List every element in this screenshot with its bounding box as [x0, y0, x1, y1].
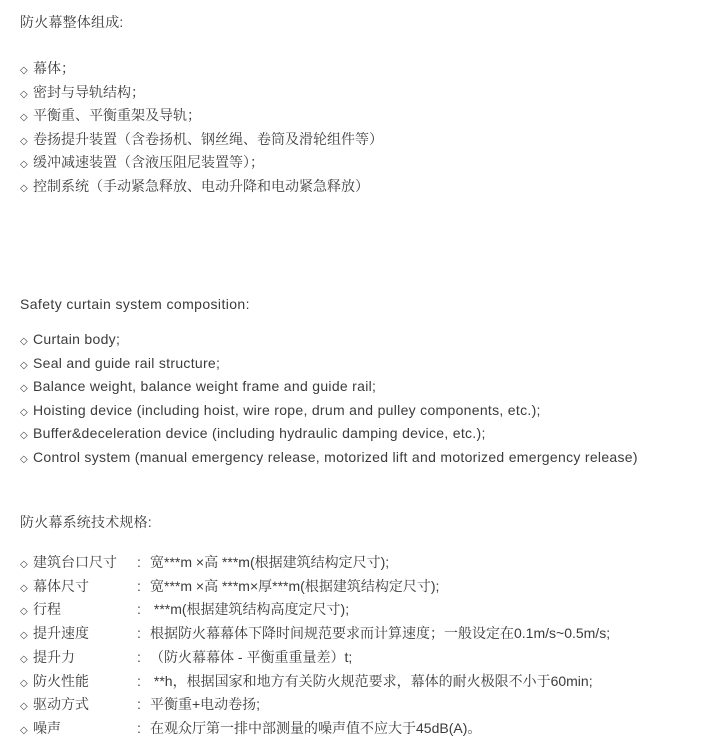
list-item-text: 密封与导轨结构；: [33, 83, 145, 100]
spec-value: （防火幕幕体 - 平衡重重量差）t;: [150, 648, 353, 665]
spec-label: 驱动方式: [33, 696, 89, 713]
spec-colon: :: [137, 719, 141, 736]
list-item-text: Curtain body;: [33, 331, 121, 347]
list-item: [20, 376, 704, 400]
diamond-bullet-icon: ◇: [20, 582, 28, 594]
list-item: [20, 400, 704, 424]
spec-row: [20, 671, 704, 695]
diamond-bullet-icon: ◇: [20, 336, 28, 347]
diamond-bullet-icon: ◇: [20, 112, 28, 123]
spec-value: **h，根据国家和地方有关防火规范要求，幕体的耐火极限不小于60min;: [150, 672, 593, 689]
diamond-bullet-icon: ◇: [20, 406, 28, 418]
spec-value: 宽***m ×高 ***m×厚***m(根据建筑结构定尺寸);: [150, 577, 440, 594]
spec-row: [20, 647, 704, 671]
spec-colon: :: [137, 672, 141, 689]
spec-row: [20, 552, 704, 576]
list-item-text: Control system (manual emergency release, motorized lift and motorized emergency release): [33, 448, 638, 465]
diamond-bullet-icon: ◇: [20, 630, 28, 642]
list-item: [20, 152, 704, 176]
spec-colon: :: [137, 601, 141, 618]
zh-composition-title: 防火幕整体组成:: [20, 14, 124, 30]
spec-row: [20, 599, 704, 623]
diamond-bullet-icon: ◇: [20, 677, 28, 689]
spec-value: 宽***m ×高 ***m(根据建筑结构定尺寸);: [150, 554, 390, 570]
spec-value: 平衡重+电动卷扬;: [150, 696, 261, 713]
list-item: [20, 82, 704, 106]
spec-colon: :: [137, 648, 141, 665]
en-composition-title: Safety curtain system composition:: [20, 296, 250, 312]
list-item-text: 卷扬提升装置（含卷扬机、钢丝绳、卷筒及滑轮组件等）: [33, 130, 383, 147]
spec-row: [20, 718, 704, 742]
spec-label: 提升力: [33, 648, 75, 665]
diamond-bullet-icon: ◇: [20, 65, 28, 76]
list-item-text: Balance weight, balance weight frame and guide rail;: [33, 378, 377, 394]
list-item: [20, 129, 704, 153]
diamond-bullet-icon: ◇: [20, 359, 28, 371]
list-item-text: 控制系统（手动紧急释放、电动升降和电动紧急释放）: [33, 177, 369, 194]
spec-value: 在观众厅第一排中部测量的噪声值不应大于45dB(A)。: [150, 719, 482, 736]
diamond-bullet-icon: ◇: [20, 430, 28, 441]
spec-colon: :: [137, 554, 141, 570]
diamond-bullet-icon: ◇: [20, 383, 28, 394]
spec-label: 噪声: [33, 719, 61, 736]
zh-specs-table: [20, 552, 704, 742]
spec-label: 幕体尺寸: [33, 577, 89, 594]
list-item: [20, 58, 704, 82]
diamond-bullet-icon: ◇: [20, 606, 28, 618]
spec-label: 建筑台口尺寸: [33, 554, 117, 570]
list-item: [20, 176, 704, 200]
list-item-text: Hoisting device (including hoist, wire rope, drum and pulley components, etc.);: [33, 401, 541, 418]
list-item-text: Buffer&deceleration device (including hydraulic damping device, etc.);: [33, 425, 486, 441]
spec-colon: :: [137, 577, 141, 594]
zh-composition-list: [20, 58, 704, 199]
list-item-text: Seal and guide rail structure;: [33, 354, 221, 371]
list-item-text: 平衡重、平衡重架及导轨；: [33, 107, 201, 123]
spec-value: 根据防火幕幕体下降时间规范要求而计算速度；一般设定在0.1m/s~0.5m/s;: [150, 625, 611, 642]
spec-label: 防火性能: [33, 672, 89, 689]
list-item: [20, 353, 704, 377]
spec-colon: :: [137, 696, 141, 713]
list-item: [20, 423, 704, 447]
spec-row: [20, 623, 704, 647]
diamond-bullet-icon: ◇: [20, 159, 28, 170]
diamond-bullet-icon: ◇: [20, 724, 28, 736]
diamond-bullet-icon: ◇: [20, 135, 28, 147]
list-item: [20, 105, 704, 129]
list-item: [20, 447, 704, 471]
diamond-bullet-icon: ◇: [20, 182, 28, 194]
list-item-text: 缓冲减速装置（含液压阻尼装置等）；: [33, 154, 264, 170]
diamond-bullet-icon: ◇: [20, 701, 28, 713]
spec-row: [20, 694, 704, 718]
zh-specs-title: 防火幕系统技术规格:: [20, 514, 152, 530]
spec-value: ***m(根据建筑结构高度定尺寸);: [150, 601, 350, 618]
spec-label: 行程: [33, 601, 61, 618]
spec-colon: :: [137, 625, 141, 642]
list-item-text: 幕体；: [33, 60, 75, 76]
diamond-bullet-icon: ◇: [20, 653, 28, 665]
list-item: [20, 329, 704, 353]
diamond-bullet-icon: ◇: [20, 453, 28, 465]
spec-label: 提升速度: [33, 625, 89, 642]
diamond-bullet-icon: ◇: [20, 88, 28, 100]
spec-row: [20, 576, 704, 600]
en-composition-list: [20, 329, 704, 470]
diamond-bullet-icon: ◇: [20, 559, 28, 570]
